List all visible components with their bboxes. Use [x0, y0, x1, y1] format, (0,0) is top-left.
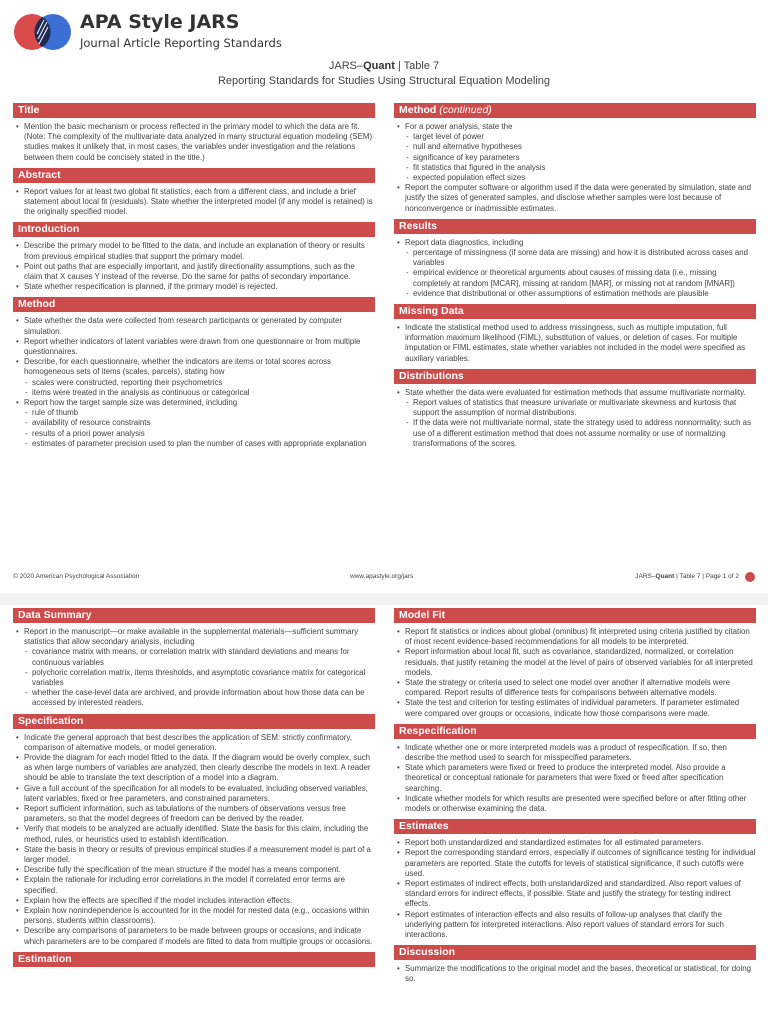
page-footer [13, 573, 755, 583]
list-item: • State whether the data were evaluated for estimation methods that assume multivariate normality. - Report values of statistics that measure univariate or multivariate skewness and kurtosis that support the assumption of normal distributions. - If the data were not multivariate normal, state the strategy used to address nonnormality, such as use of a different estimation method that does not assume normality or use of normalizing transformations of the scores. [405, 388, 756, 449]
apa-logo-icon [13, 13, 73, 51]
list-item: • State the test and criterion for testing estimates of individual parameters. If parameter estimated were compared over groups or occasions, indicate how those comparisons were made. [405, 698, 756, 718]
list-item: • Point out paths that are especially important, and justify directionality assumptions, such as the claim that X causes Y instead of the reverse. Do the same for paths of secondary importance. [24, 262, 375, 282]
distributions-list [394, 388, 756, 449]
brand-title: APA Style JARS [80, 11, 240, 33]
section-respecification-heading: Respecification [394, 724, 756, 739]
sub-list-item: - items were treated in the analysis as continuous or categorical [32, 388, 375, 398]
brand-subtitle: Journal Article Reporting Standards [80, 36, 282, 50]
sub-list-item: - null and alternative hypotheses [413, 142, 756, 152]
list-item: • Explain the rationale for including error correlations in the model if correlated error terms are specified. [24, 875, 375, 895]
sub-list-item: - covariance matrix with means, or correlation matrix with standard deviations and means for continuous variables [32, 647, 375, 667]
list-item: • Report data diagnostics, including - percentage of missingness (if some data are missing) and how it is distributed across cases and variables - empirical evidence or theoretical arguments about causes of missing data (i.e., missing completely at random [MCAR], missing at random [MAR], or missing not at random [MNAR]) - evidence that distributional or other assumptions of estimation methods are plausible [405, 238, 756, 299]
document-series: JARS–Quant | Table 7 [328, 60, 440, 72]
list-item: • Explain how nonindependence is accounted for in the model for nested data (e.g., occasions within persons, students within classrooms). [24, 906, 375, 926]
section-method-continued-heading: Method (continued) [394, 103, 756, 118]
method-continued-list [394, 122, 756, 214]
introduction-list [13, 241, 375, 292]
sub-list-item: - evidence that distributional or other assumptions of estimation methods are plausible [413, 289, 756, 299]
sub-list-item: - estimates of parameter precision used to plan the number of cases with appropriate explanation [32, 439, 375, 449]
list-item: • Report fit statistics or indices about global (omnibus) fit interpreted using criteria justified by citation of most recent evidence-based recommendations for all models to be interpreted. [405, 627, 756, 647]
list-item: • Indicate whether models for which results are presented were specified before or after fitting other models or otherwise examining the data. [405, 794, 756, 814]
list-item: • Report the computer software or algorithm used if the data were generated by simulation, state and justify the sizes of generated samples, and disclose whether samples were lost because of nonconvergence or inadmissible estimates. [405, 183, 756, 214]
sub-list-item: - percentage of missingness (if some data are missing) and how it is distributed across cases and variables [413, 248, 756, 268]
page1-right-column [394, 103, 756, 454]
list-item: • Report in the manuscript—or make available in the supplemental materials—sufficient summary statistics that allow secondary analysis, including - covariance matrix with means, or correlation matrix with standard deviations and means for continuous variables - polychoric correlation matrix, items thresholds, and asymptotic covariance matrix for categorical variables - whether the case-level data are archived, and provide information about how those data can be accessed by interested readers. [24, 627, 375, 709]
section-abstract-heading: Abstract [13, 168, 375, 183]
sub-list-item: - availability of resource constraints [32, 418, 375, 428]
list-item: • Report estimates of indirect effects, both unstandardized and standardized. Also report values of standard errors for indirect effects, if possible. State and justify the strategy for testing indirect effects. [405, 879, 756, 910]
respecification-list [394, 743, 756, 814]
section-method-heading: Method [13, 297, 375, 312]
title-list [13, 122, 375, 163]
page-number: JARS–Quant | Table 7 | Page 1 of 2 [635, 573, 739, 580]
list-item: • Provide the diagram for each model fitted to the data. If the diagram would be overly complex, such as when large numbers of variables are analyzed, then clearly describe the models in text. A reader should be able to translate the text description of a model into a diagram. [24, 753, 375, 784]
section-estimates-heading: Estimates [394, 819, 756, 834]
list-item: • State which parameters were fixed or freed to produce the interpreted model. Also provide a theoretical or conceptual rationale for parameters that were fixed or freed after specification searching. [405, 763, 756, 794]
footer-badge-icon [745, 572, 755, 582]
list-item: • Explain how the effects are specified if the model includes interaction effects. [24, 896, 375, 906]
list-item: • Verify that models to be analyzed are actually identified. State the basis for this claim, including the method, rules, or heuristics used to establish identification. [24, 824, 375, 844]
list-item: • Report estimates of interaction effects and also results of follow-up analyses that clarify the underlying pattern for interpreted interactions. Also report values of standard errors for such interactions. [405, 910, 756, 941]
list-item: • State the strategy or criteria used to select one model over another if alternative models were compared. Report results of difference tests for comparisons between alternative models. [405, 678, 756, 698]
page1-left-column [13, 103, 375, 454]
page2-right-column [394, 608, 756, 1024]
list-item: • Give a full account of the specification for all models to be evaluated, including observed variables, latent variables, fixed or free parameters, and constrained parameters. [24, 784, 375, 804]
section-model-fit-heading: Model Fit [394, 608, 756, 623]
list-item: • Describe the primary model to be fitted to the data, and include an explanation of theory or results from previous empirical studies that support the primary model. [24, 241, 375, 261]
list-item: • Report the corresponding standard errors, especially if outcomes of significance testing for individual parameters are reported. State the cutoffs for levels of statistical significance, if such cutoffs were used. [405, 848, 756, 879]
list-item: • State the basis in theory or results of previous empirical studies if a measurement model is part of a larger model. [24, 845, 375, 865]
abstract-list [13, 187, 375, 218]
sub-list-item: - whether the case-level data are archived, and provide information about how those data can be accessed by interested readers. [32, 688, 375, 708]
section-estimation-heading: Estimation [13, 952, 375, 967]
section-specification-heading: Specification [13, 714, 375, 729]
sub-list-item: - Report values of statistics that measure univariate or multivariate skewness and kurtosis that support the assumption of normal distributions. [413, 398, 756, 418]
specification-list [13, 733, 375, 947]
data-summary-list [13, 627, 375, 709]
section-data-summary-heading: Data Summary [13, 608, 375, 623]
results-list [394, 238, 756, 299]
section-results-heading: Results [394, 219, 756, 234]
list-item: • Report both unstandardized and standardized estimates for all estimated parameters. [405, 838, 756, 848]
sub-list-item: - expected population effect sizes [413, 173, 756, 183]
list-item: • Report information about local fit, such as covariance, standardized, normalized, or correlation residuals, that justify retaining the model at the level of pairs of observed variables for all interpreted models. [405, 647, 756, 678]
section-introduction-heading: Introduction [13, 222, 375, 237]
list-item: • For a power analysis, state the - target level of power - null and alternative hypotheses - significance of key parameters - fit statistics that figured in the analysis - expected population effect sizes [405, 122, 756, 183]
section-title-heading: Title [13, 103, 375, 118]
page2-left-column [13, 608, 375, 1024]
list-item: • Report how the target sample size was determined, including - rule of thumb - availability of resource constraints - results of a priori power analysis - estimates of parameter precision used to plan the number of cases with appropriate explanation [24, 398, 375, 449]
section-missing-data-heading: Missing Data [394, 304, 756, 319]
copyright: © 2020 American Psychological Association [13, 573, 140, 580]
list-item: • Report values for at least two global fit statistics, each from a different class, and include a brief statement about local fit (residuals). State whether the interpreted model (if any model is retained) is the originally specified model. [24, 187, 375, 218]
missing-data-list [394, 323, 756, 364]
list-item: • Describe, for each questionnaire, whether the indicators are items or total scores across homogeneous sets of items (scales, parcels), stating how - scales were constructed, reporting their psychometrics - items were treated in the analysis as continuous or categorical [24, 357, 375, 398]
section-discussion-heading: Discussion [394, 945, 756, 960]
list-item: • Report sufficient information, such as tabulations of the numbers of observations versus free parameters, so that the model degrees of freedom can be derived by the reader. [24, 804, 375, 824]
list-item: • Indicate the general approach that best describes the application of SEM: strictly confirmatory, comparison of alternative models, or model generation. [24, 733, 375, 753]
document-subtitle: Reporting Standards for Studies Using Structural Equation Modeling [217, 75, 551, 87]
list-item: • Describe any comparisons of parameters to be made between groups or occasions, and indicate which parameters are to be compared if models are fitted to data from multiple groups or occasions. [24, 926, 375, 946]
page-separator [0, 593, 768, 605]
model-fit-list [394, 627, 756, 719]
list-item: • Mention the basic mechanism or process reflected in the primary model to which the data are fit. (Note: The complexity of the multivariate data analyzed in many structural equation modeling (SEM) studies makes it unlikely that, in most cases, the variables under investigation and the relations between them could be concisely stated in the title.) [24, 122, 375, 163]
footer-url[interactable]: www.apastyle.org/jars [350, 573, 414, 580]
discussion-list [394, 964, 756, 984]
method-list [13, 316, 375, 449]
list-item: • Indicate whether one or more interpreted models was a product of respecification. If so, then describe the method used to search for misspecified parameters. [405, 743, 756, 763]
sub-list-item: - significance of key parameters [413, 153, 756, 163]
list-item: • Summarize the modifications to the original model and the bases, theoretical or statistical, for doing so. [405, 964, 756, 984]
list-item: • State whether respecification is planned, if the primary model is rejected. [24, 282, 375, 292]
list-item: • State whether the data were collected from research participants or generated by computer simulation. [24, 316, 375, 336]
list-item: • Report whether indicators of latent variables were drawn from one questionnaire or from multiple questionnaires. [24, 337, 375, 357]
sub-list-item: - results of a priori power analysis [32, 429, 375, 439]
section-distributions-heading: Distributions [394, 369, 756, 384]
sub-list-item: - polychoric correlation matrix, items thresholds, and asymptotic covariance matrix for categorical variables [32, 668, 375, 688]
list-item: • Describe fully the specification of the mean structure if the model has a means component. [24, 865, 375, 875]
sub-list-item: - empirical evidence or theoretical arguments about causes of missing data (i.e., missing completely at random [MCAR], missing at random [MAR], or missing not at random [MNAR]) [413, 268, 756, 288]
sub-list-item: - rule of thumb [32, 408, 375, 418]
sub-list-item: - scales were constructed, reporting their psychometrics [32, 378, 375, 388]
sub-list-item: - If the data were not multivariate normal, state the strategy used to address nonnormality, such as use of a different estimation method that does not assume normality or use of normalizing transformations of the scores. [413, 418, 756, 449]
list-item: • Indicate the statistical method used to address missingness, such as multiple imputation, full information maximum likelihood (FIML), substitution of values, or deletion of cases. For multiple imputation or FIML estimates, state whether variables not included in the model were specified as auxiliary variables. [405, 323, 756, 364]
sub-list-item: - target level of power [413, 132, 756, 142]
sub-list-item: - fit statistics that figured in the analysis [413, 163, 756, 173]
estimates-list [394, 838, 756, 940]
